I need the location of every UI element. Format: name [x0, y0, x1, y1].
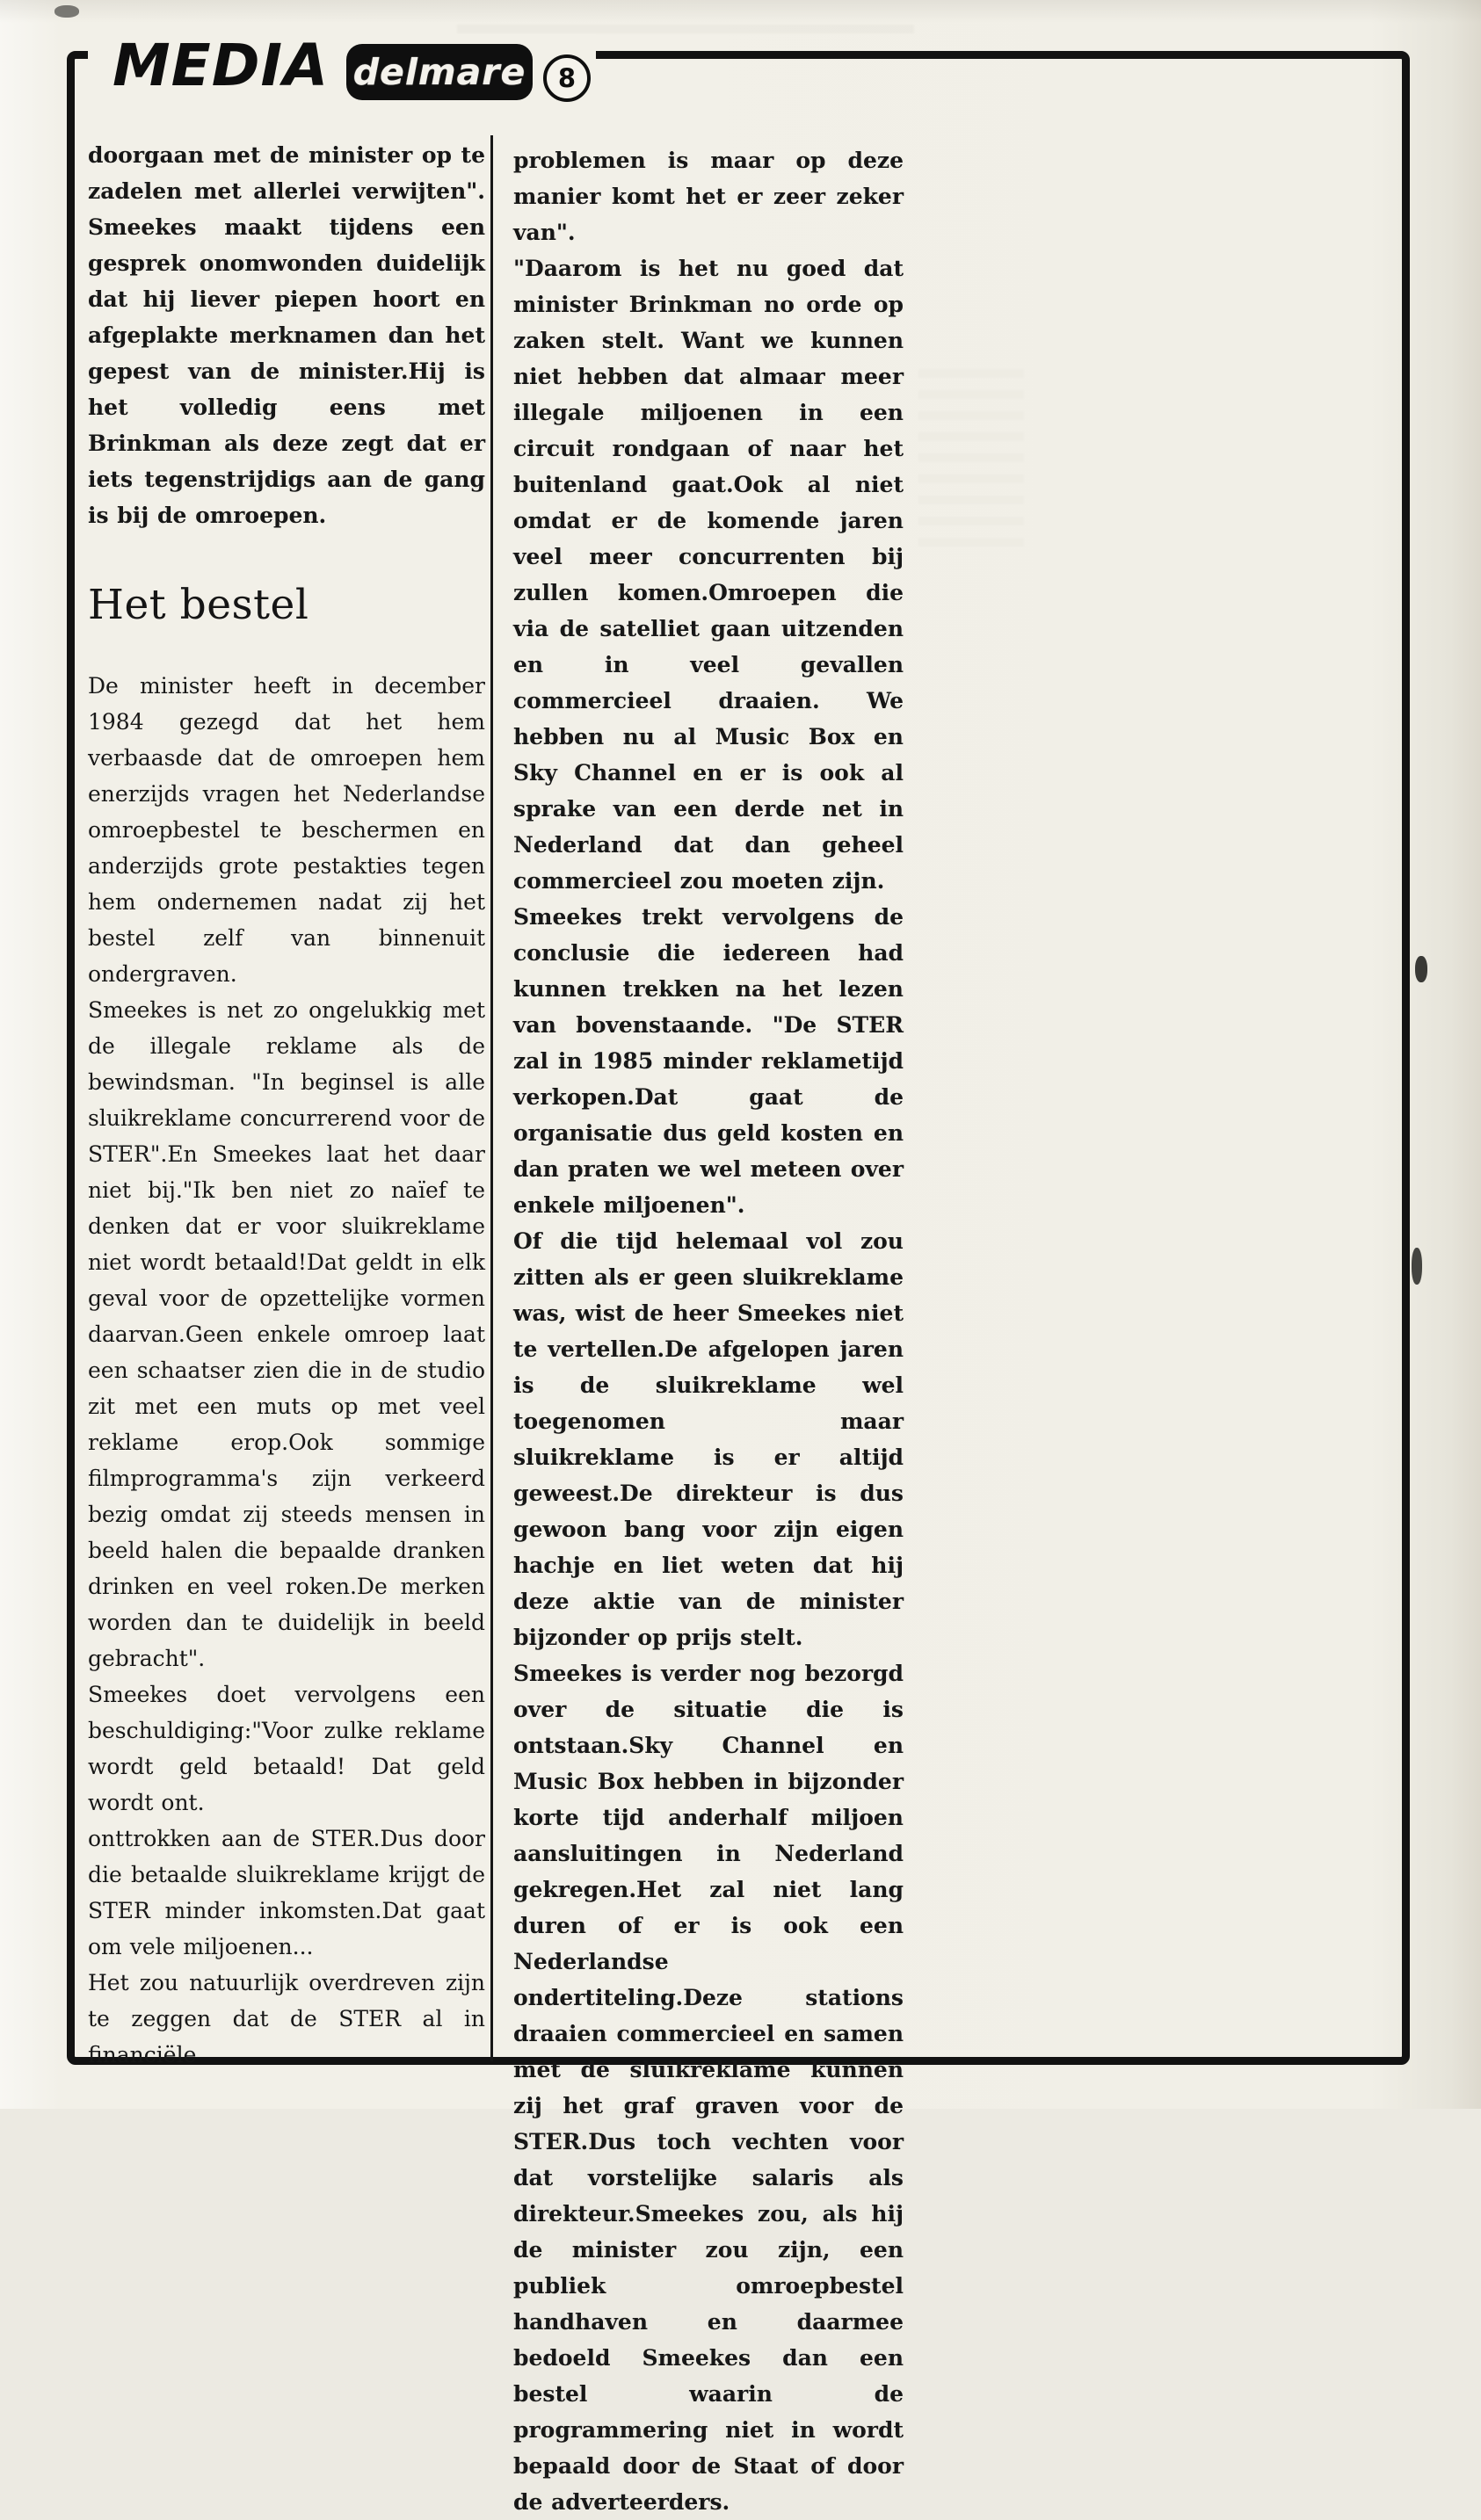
article-paragraph: Het zou natuurlijk overdreven zijn te zeggen dat de STER al in financiële [88, 1970, 485, 2067]
section-heading: Het bestel [88, 581, 309, 629]
article-paragraph: problemen is maar op deze manier komt het er zeer zeker van". [513, 148, 904, 245]
article-paragraph: doorgaan met de minister op te zadelen met allerlei verwijten". Smeekes maakt tijdens een gesprek onomwonden duidelijk dat hij liever piepen hoort en afgeplakte merknamen dan het gepest van de minister.Hij is het volledig eens met Brinkman als deze zegt dat er iets tegenstrijdigs aan de gang is bij de omroepen. [88, 142, 485, 528]
column-divider [490, 135, 493, 2061]
delmare-logo-text: delmare [352, 51, 526, 93]
media-logo-text: MEDIA [113, 32, 330, 99]
left-column [88, 137, 485, 2073]
article-paragraph: Smeekes trekt vervolgens de conclusie die iedereen had kunnen trekken na het lezen van bovenstaande. "De STER zal in 1985 minder reklametijd verkopen.Dat gaat de organisatie dus geld kosten en dan praten we wel meteen over enkele miljoenen". [513, 904, 904, 1218]
article-paragraph: "Daarom is het nu goed dat minister Brinkman no orde op zaken stelt. Want we kunnen niet hebben dat almaar meer illegale miljoenen in een circuit rondgaan of naar het buitenland gaat.Ook al niet omdat er de komende jaren veel meer concurrenten bij zullen komen.Omroepen die via de satelliet gaan uitzenden en in veel gevallen commercieel draaien. We hebben nu al Music Box en Sky Channel en er is ook al sprake van een derde net in Nederland dat dan geheel commercieel zou moeten zijn. [513, 256, 904, 894]
right-column [513, 142, 904, 2520]
article-paragraph: Smeekes doet vervolgens een beschuldiging:"Voor zulke reklame wordt geld betaald! Dat geld wordt ont. [88, 1682, 485, 1815]
page-number: 8 [557, 63, 577, 93]
article-paragraph: Smeekes is net zo ongelukkig met de illegale reklame als de bewindsman. "In beginsel is alle sluikreklame concurrerend voor de STER".En Smeekes laat het daar niet bij."Ik ben niet zo naïef te denken dat er voor sluikreklame niet wordt betaald!Dat geldt in elk geval voor de opzettelijke vormen daarvan.Geen enkele omroep laat een schaatser zien die in de studio zit met een muts op met veel reklame erop.Ook sommige filmprogramma's zijn verkeerd bezig omdat zij steeds mensen in beeld halen die bepaalde dranken drinken en veel roken.De merken worden dan te duidelijk in beeld gebracht". [88, 997, 485, 1671]
article-paragraph: onttrokken aan de STER.Dus door die betaalde sluikreklame krijgt de STER minder inkomsten.Dat gaat om vele miljoenen... [88, 1826, 485, 1959]
article-paragraph: Of die tijd helemaal vol zou zitten als er geen sluikreklame was, wist de heer Smeekes niet te vertellen.De afgelopen jaren is de sluikreklame wel toegenomen maar sluikreklame is er altijd geweest.De direkteur is dus gewoon bang voor zijn eigen hachje en liet weten dat hij deze aktie van de minister bijzonder op prijs stelt. [513, 1228, 904, 1650]
delmare-logo-badge [346, 44, 533, 100]
article-paragraph: De minister heeft in december 1984 gezegd dat het hem verbaasde dat de omroepen hem enerzijds vragen het Nederlandse omroepbestel te beschermen en anderzijds grote pestakties tegen hem ondernemen nadat zij het bestel zelf van binnenuit ondergraven. [88, 673, 485, 987]
page-number-badge [543, 54, 591, 102]
article-paragraph: Smeekes is verder nog bezorgd over de situatie die is ontstaan.Sky Channel en Music Box hebben in bijzonder korte tijd anderhalf miljoen aansluitingen in Nederland gekregen.Het zal niet lang duren of er is ook een Nederlandse ondertiteling.Deze stations draaien commercieel en samen met de sluikreklame kunnen zij het graf graven voor de STER.Dus toch vechten voor dat vorstelijke salaris als direkteur.Smeekes zou, als hij de minister zou zijn, een publiek omroepbestel handhaven en daarmee bedoeld Smeekes dan een bestel waarin de programmering niet in wordt bepaald door de Staat of door de adverteerders. [513, 1661, 904, 2515]
